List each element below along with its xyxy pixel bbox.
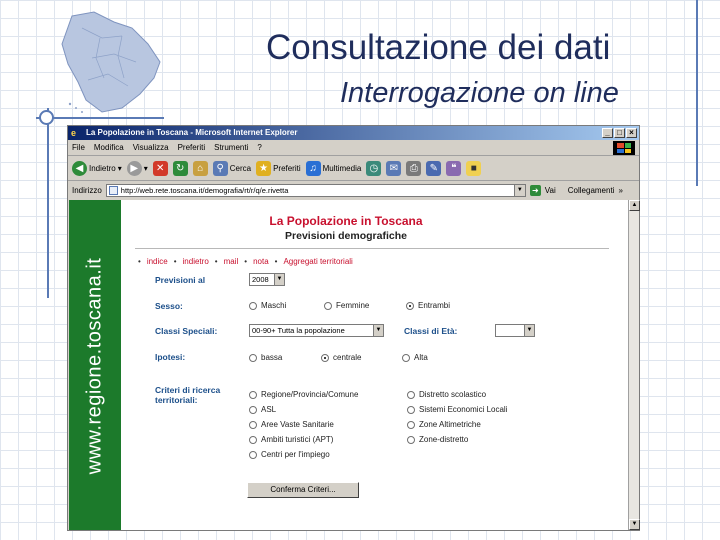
nav-indietro[interactable]: indietro — [182, 257, 209, 266]
menu-strumenti[interactable]: Strumenti — [214, 143, 249, 152]
media-button[interactable] — [306, 161, 362, 176]
menu-modifica[interactable]: Modifica — [93, 143, 124, 152]
previsioni-select[interactable] — [249, 273, 285, 286]
history-icon[interactable]: ◷ — [366, 161, 381, 176]
address-label: Indirizzo — [72, 186, 102, 195]
favorites-label: Preferiti — [273, 164, 301, 173]
favorites-button[interactable] — [256, 161, 301, 176]
menu-preferiti[interactable]: Preferiti — [177, 143, 206, 152]
radio-circle — [249, 436, 257, 444]
chevron-down-icon: ▼ — [373, 325, 383, 336]
page-subheading: Previsioni demografiche — [285, 230, 407, 242]
address-input[interactable] — [106, 184, 526, 197]
nav-aggregati[interactable]: Aggregati territoriali — [283, 257, 353, 266]
menu-help[interactable]: ? — [257, 143, 262, 152]
vertical-scrollbar[interactable] — [628, 200, 639, 530]
window-titlebar — [68, 126, 639, 140]
menu-file[interactable]: File — [72, 143, 85, 152]
nav-mail[interactable]: mail — [223, 257, 239, 266]
side-logo-text: www.regione.toscana.it — [83, 257, 106, 475]
radio-label: Femmine — [336, 301, 370, 310]
slide-title: Consultazione dei dati — [266, 28, 611, 67]
back-button[interactable] — [72, 161, 122, 176]
radio-distretto[interactable] — [407, 390, 486, 399]
radio-centri-impiego[interactable] — [249, 450, 330, 459]
bullet-icon: • — [173, 257, 177, 266]
classi-speciali-value: 00-90+ Tutta la popolazione — [252, 326, 345, 335]
radio-label: Alta — [414, 353, 428, 362]
search-label: Cerca — [229, 164, 252, 173]
radio-label: Zone Altimetriche — [419, 420, 481, 429]
radio-sistemi[interactable] — [407, 405, 507, 414]
forward-button[interactable] — [127, 161, 148, 176]
radio-circle — [249, 406, 257, 414]
stop-icon[interactable]: ✕ — [153, 161, 168, 176]
refresh-icon[interactable]: ↻ — [173, 161, 188, 176]
radio-femmine[interactable] — [324, 301, 369, 310]
radio-circle — [249, 451, 257, 459]
classi-eta-select[interactable] — [495, 324, 535, 337]
bullet-icon: • — [274, 257, 278, 266]
radio-circle — [407, 421, 415, 429]
go-arrow-icon[interactable]: ➜ — [530, 185, 541, 196]
radio-maschi[interactable] — [249, 301, 286, 310]
radio-label: Maschi — [261, 301, 287, 310]
radio-circle — [407, 406, 415, 414]
radio-label: Centri per l'impiego — [261, 450, 330, 459]
radio-label: ASL — [261, 405, 277, 414]
radio-circle — [402, 354, 410, 362]
go-button[interactable]: Vai — [544, 186, 556, 195]
browser-toolbar — [68, 157, 639, 181]
scroll-down-icon[interactable]: ▼ — [629, 519, 640, 530]
radio-label: bassa — [261, 353, 283, 362]
back-arrow-icon: ◀ — [72, 161, 87, 176]
bullet-icon: • — [244, 257, 248, 266]
forward-arrow-icon: ▶ — [127, 161, 142, 176]
radio-centrale[interactable] — [321, 353, 361, 362]
chevron-right-icon[interactable]: » — [618, 186, 623, 195]
radio-label: Aree Vaste Sanitarie — [261, 420, 334, 429]
page-viewport — [69, 200, 628, 530]
nav-nota[interactable]: nota — [253, 257, 269, 266]
window-title: La Popolazione in Toscana - Microsoft Internet Explorer — [86, 128, 298, 137]
sesso-label: Sesso: — [155, 301, 183, 311]
radio-bassa[interactable] — [249, 353, 282, 362]
radio-apt[interactable] — [249, 435, 333, 444]
discuss-icon[interactable]: ❝ — [446, 161, 461, 176]
radio-circle-selected — [406, 302, 414, 310]
address-value: http://web.rete.toscana.it/demografia/rt/r/q/e.rivetta — [120, 186, 289, 195]
page-heading: La Popolazione in Toscana — [269, 214, 423, 228]
radio-circle — [249, 354, 257, 362]
search-button[interactable] — [213, 161, 251, 176]
classi-eta-label: Classi di Età: — [404, 326, 458, 336]
radio-label: Zone-distretto — [419, 435, 469, 444]
nav-links — [138, 257, 353, 266]
media-icon: ♫ — [306, 161, 321, 176]
radio-circle — [407, 391, 415, 399]
menu-visualizza[interactable]: Visualizza — [132, 143, 169, 152]
windows-logo-icon — [613, 141, 635, 155]
scroll-up-icon[interactable]: ▲ — [629, 200, 640, 211]
nav-indice[interactable]: indice — [146, 257, 168, 266]
close-button[interactable]: × — [626, 128, 637, 138]
home-icon[interactable]: ⌂ — [193, 161, 208, 176]
chevron-down-icon: ▼ — [274, 274, 284, 285]
decorative-line — [36, 117, 164, 119]
criteri-label-line2: territoriali: — [155, 395, 198, 405]
radio-asl[interactable] — [249, 405, 276, 414]
radio-circle — [407, 436, 415, 444]
radio-circle — [249, 391, 257, 399]
radio-zone-distretto[interactable] — [407, 435, 468, 444]
maximize-button[interactable]: □ — [614, 128, 625, 138]
classi-speciali-select[interactable] — [249, 324, 384, 337]
previsioni-value: 2008 — [252, 275, 269, 284]
radio-label: Distretto scolastico — [419, 390, 487, 399]
tuscany-map-logo — [52, 8, 172, 118]
print-icon[interactable]: ⎙ — [406, 161, 421, 176]
chevron-down-icon: ▼ — [524, 325, 534, 336]
menu-bar — [68, 140, 639, 156]
radio-circle-selected — [321, 354, 329, 362]
classi-speciali-label: Classi Speciali: — [155, 326, 218, 336]
radio-aree-vaste[interactable] — [249, 420, 334, 429]
decorative-line — [47, 108, 49, 298]
bullet-icon: • — [214, 257, 218, 266]
search-icon: ⚲ — [213, 161, 228, 176]
radio-entrambi[interactable] — [406, 301, 450, 310]
minimize-button[interactable]: _ — [602, 128, 613, 138]
decorative-line — [696, 0, 698, 186]
chevron-down-icon: ▾ — [143, 164, 148, 173]
radio-zone-altimetriche[interactable] — [407, 420, 481, 429]
links-button[interactable]: Collegamenti — [567, 186, 615, 195]
chevron-down-icon: ▾ — [117, 164, 122, 173]
ie-icon: e — [71, 128, 77, 138]
confirm-criteria-button[interactable]: Conferma Criteri... — [247, 482, 359, 498]
radio-circle — [249, 421, 257, 429]
radio-circle — [249, 302, 257, 310]
slide-subtitle: Interrogazione on line — [340, 77, 619, 109]
side-logo-bar — [69, 200, 121, 530]
page-icon — [109, 186, 118, 195]
radio-label: centrale — [333, 353, 362, 362]
address-bar — [68, 182, 639, 199]
radio-label: Regione/Provincia/Comune — [261, 390, 359, 399]
radio-alta[interactable] — [402, 353, 428, 362]
radio-label: Ambiti turistici (APT) — [261, 435, 334, 444]
radio-circle — [324, 302, 332, 310]
edit-icon[interactable]: ✎ — [426, 161, 441, 176]
star-icon: ★ — [256, 161, 271, 176]
browser-window — [67, 125, 640, 531]
radio-label: Sistemi Economici Locali — [419, 405, 508, 414]
media-label: Multimedia — [322, 164, 362, 173]
mail-icon[interactable]: ✉ — [386, 161, 401, 176]
radio-regione[interactable] — [249, 390, 358, 399]
bullet-icon: • — [138, 257, 141, 266]
chevron-down-icon[interactable]: ▼ — [514, 185, 525, 196]
messenger-icon[interactable]: ■ — [466, 161, 481, 176]
back-label: Indietro — [89, 164, 116, 173]
decorative-circle — [39, 110, 54, 125]
previsioni-label: Previsioni al — [155, 275, 206, 285]
criteri-label: Criteri di ricerca — [155, 385, 221, 395]
radio-label: Entrambi — [418, 301, 451, 310]
divider — [135, 248, 609, 249]
ipotesi-label: Ipotesi: — [155, 352, 186, 362]
